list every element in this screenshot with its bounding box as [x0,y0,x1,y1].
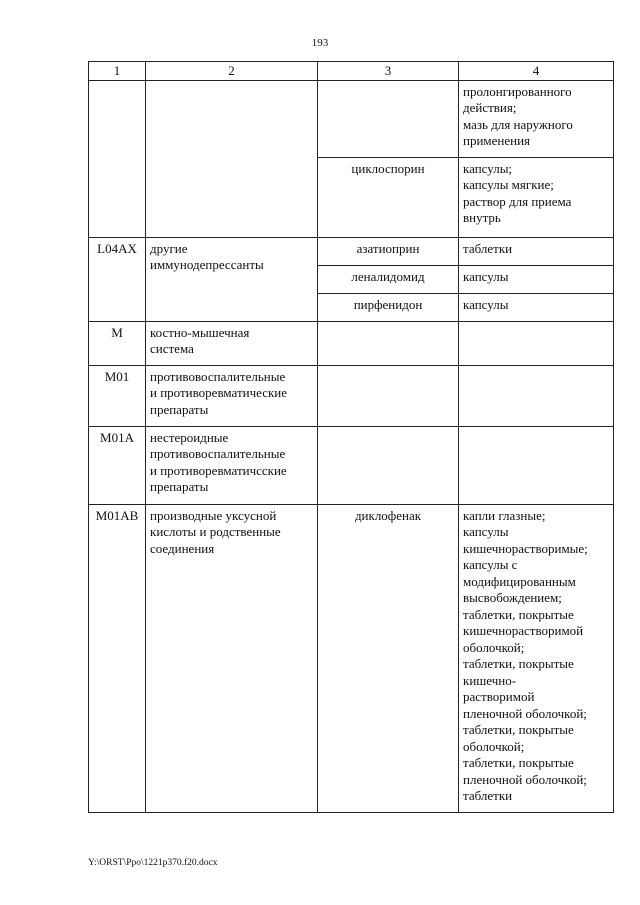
table-header-row [89,62,614,81]
header-col-2: 2 [146,62,318,81]
group-name-cell: противовоспалительные и противоревматические препараты [146,365,318,426]
dosage-form-cell: капсулы; капсулы мягкие; раствор для приема внутрь [459,157,614,237]
atc-drug-table [88,61,614,813]
header-col-4: 4 [459,62,614,81]
table-row [89,237,614,265]
drug-name-cell: диклофенак [318,504,459,812]
group-cell-empty [146,80,318,237]
dosage-form-cell: капсулы [459,265,614,293]
drug-cell-empty [318,321,459,365]
atc-code-cell: M [89,321,146,365]
document-path-footer: Y:\ORST\Ppo\1221p370.f20.docx [88,858,218,868]
dosage-form-cell: пролонгированного действия; мазь для наружного применения [459,80,614,157]
header-col-3: 3 [318,62,459,81]
group-name-cell: нестероидные противовоспалительные и противоревматичсские препараты [146,426,318,504]
table-row [89,504,614,812]
dosage-form-cell: таблетки [459,237,614,265]
drug-name-cell: пирфенидон [318,293,459,321]
table-row [89,321,614,365]
dosage-form-cell-empty [459,321,614,365]
group-name-cell: производные уксусной кислоты и родственные соединения [146,504,318,812]
drug-name-cell: азатиоприн [318,237,459,265]
page-number: 193 [311,37,329,49]
dosage-form-cell: капли глазные; капсулы кишечнорастворимые; капсулы с модифицированным высвобождением; таблетки, покрытые кишечнорастворимой оболочкой; таблетки, покрытые кишечно- растворимой пленочной оболочкой; таблетки, покрытые оболочкой; таблетки, покрытые пленочной оболочкой; таблетки [459,504,614,812]
table-row [89,426,614,504]
table-row [89,365,614,426]
drug-cell-empty [318,365,459,426]
drug-cell-empty [318,426,459,504]
atc-code-cell: M01AB [89,504,146,812]
drug-name-cell: леналидомид [318,265,459,293]
dosage-form-cell-empty [459,365,614,426]
atc-code-cell: M01 [89,365,146,426]
atc-code-cell: L04AX [89,237,146,321]
drug-cell-empty [318,80,459,157]
dosage-form-cell-empty [459,426,614,504]
atc-code-cell: M01A [89,426,146,504]
table-row [89,80,614,157]
code-cell-empty [89,80,146,237]
group-name-cell: другие иммунодепрессанты [146,237,318,321]
drug-name-cell: циклоспорин [318,157,459,237]
group-name-cell: костно-мышечная система [146,321,318,365]
dosage-form-cell: капсулы [459,293,614,321]
header-col-1: 1 [89,62,146,81]
